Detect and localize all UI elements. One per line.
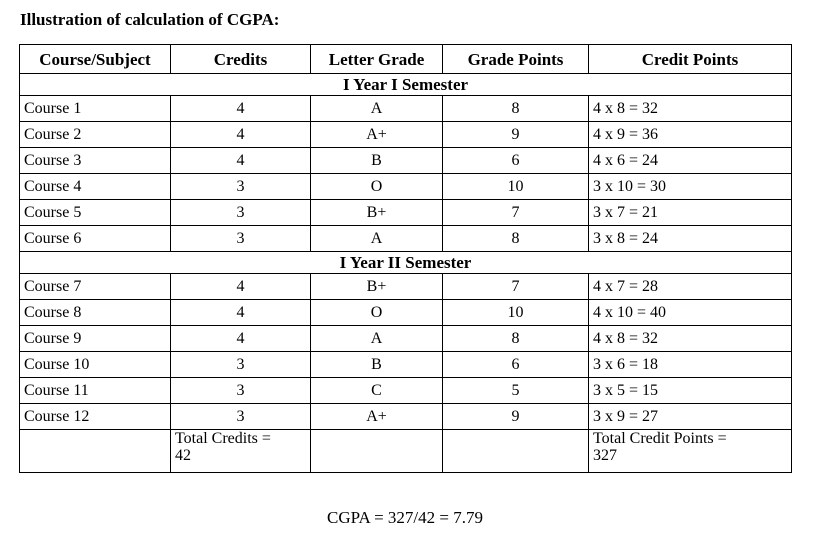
header-credit-points: Credit Points — [589, 45, 792, 74]
course-cell: Course 4 — [20, 174, 171, 200]
grade-points-cell: 8 — [443, 96, 589, 122]
course-cell: Course 5 — [20, 200, 171, 226]
grade-points-cell: 5 — [443, 378, 589, 404]
credit-points-cell: 3 x 7 = 21 — [589, 200, 792, 226]
table-row — [20, 200, 792, 226]
table-row — [20, 300, 792, 326]
credits-cell: 4 — [171, 122, 311, 148]
credit-points-cell: 4 x 8 = 32 — [589, 96, 792, 122]
cgpa-result: CGPA = 327/42 = 7.79 — [327, 508, 483, 527]
letter-grade-cell: O — [311, 300, 443, 326]
grade-points-cell: 6 — [443, 352, 589, 378]
credits-cell: 3 — [171, 174, 311, 200]
table-row — [20, 378, 792, 404]
table-row — [20, 326, 792, 352]
table-row — [20, 274, 792, 300]
letter-grade-cell: A — [311, 96, 443, 122]
semester-row — [20, 74, 792, 96]
credits-cell: 4 — [171, 148, 311, 174]
course-cell: Course 11 — [20, 378, 171, 404]
credit-points-cell: 3 x 10 = 30 — [589, 174, 792, 200]
letter-grade-cell: A — [311, 326, 443, 352]
header-grade-points: Grade Points — [443, 45, 589, 74]
letter-grade-cell: B+ — [311, 274, 443, 300]
credits-cell: 3 — [171, 200, 311, 226]
credits-cell: 3 — [171, 352, 311, 378]
total-credits-label: Total Credits = — [175, 430, 271, 447]
credit-points-cell: 4 x 8 = 32 — [589, 326, 792, 352]
letter-grade-cell: A — [311, 226, 443, 252]
course-cell: Course 10 — [20, 352, 171, 378]
course-cell: Course 7 — [20, 274, 171, 300]
table-row — [20, 122, 792, 148]
table-row — [20, 352, 792, 378]
letter-grade-cell: A+ — [311, 122, 443, 148]
page-title: Illustration of calculation of CGPA: — [20, 10, 280, 29]
credit-points-cell: 3 x 6 = 18 — [589, 352, 792, 378]
credits-cell: 3 — [171, 226, 311, 252]
table-row — [20, 226, 792, 252]
semester-label: I Year II Semester — [20, 252, 792, 274]
credits-cell: 3 — [171, 378, 311, 404]
course-cell: Course 1 — [20, 96, 171, 122]
total-credit-points-label: Total Credit Points = — [593, 430, 727, 447]
course-cell: Course 12 — [20, 404, 171, 430]
letter-grade-cell: B — [311, 148, 443, 174]
grade-points-cell: 6 — [443, 148, 589, 174]
semester-label: I Year I Semester — [20, 74, 792, 96]
credit-points-cell: 4 x 6 = 24 — [589, 148, 792, 174]
letter-grade-cell: B — [311, 352, 443, 378]
total-credits-cell — [171, 430, 311, 473]
totals-empty-grade — [311, 430, 443, 473]
header-letter-grade: Letter Grade — [311, 45, 443, 74]
totals-row — [20, 430, 792, 473]
grade-points-cell: 7 — [443, 200, 589, 226]
credit-points-cell: 3 x 9 = 27 — [589, 404, 792, 430]
letter-grade-cell: C — [311, 378, 443, 404]
credits-cell: 3 — [171, 404, 311, 430]
credit-points-cell: 4 x 7 = 28 — [589, 274, 792, 300]
table-row — [20, 174, 792, 200]
totals-empty-points — [443, 430, 589, 473]
cgpa-table — [19, 44, 792, 473]
total-credits-value: 42 — [175, 447, 191, 464]
course-cell: Course 9 — [20, 326, 171, 352]
credits-cell: 4 — [171, 300, 311, 326]
course-cell: Course 6 — [20, 226, 171, 252]
letter-grade-cell: A+ — [311, 404, 443, 430]
grade-points-cell: 9 — [443, 404, 589, 430]
course-cell: Course 2 — [20, 122, 171, 148]
total-credit-points-cell — [589, 430, 792, 473]
semester-row — [20, 252, 792, 274]
credits-cell: 4 — [171, 274, 311, 300]
total-credit-points-value: 327 — [593, 447, 617, 464]
course-cell: Course 3 — [20, 148, 171, 174]
course-cell: Course 8 — [20, 300, 171, 326]
grade-points-cell: 10 — [443, 174, 589, 200]
credit-points-cell: 4 x 10 = 40 — [589, 300, 792, 326]
table-row — [20, 404, 792, 430]
grade-points-cell: 8 — [443, 226, 589, 252]
credits-cell: 4 — [171, 96, 311, 122]
table-body — [20, 74, 792, 473]
table-header-row — [20, 45, 792, 74]
credit-points-cell: 3 x 5 = 15 — [589, 378, 792, 404]
table-row — [20, 148, 792, 174]
letter-grade-cell: B+ — [311, 200, 443, 226]
letter-grade-cell: O — [311, 174, 443, 200]
credits-cell: 4 — [171, 326, 311, 352]
totals-empty-course — [20, 430, 171, 473]
table-row — [20, 96, 792, 122]
grade-points-cell: 9 — [443, 122, 589, 148]
header-credits: Credits — [171, 45, 311, 74]
grade-points-cell: 8 — [443, 326, 589, 352]
header-course-subject: Course/Subject — [20, 45, 171, 74]
grade-points-cell: 7 — [443, 274, 589, 300]
grade-points-cell: 10 — [443, 300, 589, 326]
credit-points-cell: 4 x 9 = 36 — [589, 122, 792, 148]
credit-points-cell: 3 x 8 = 24 — [589, 226, 792, 252]
